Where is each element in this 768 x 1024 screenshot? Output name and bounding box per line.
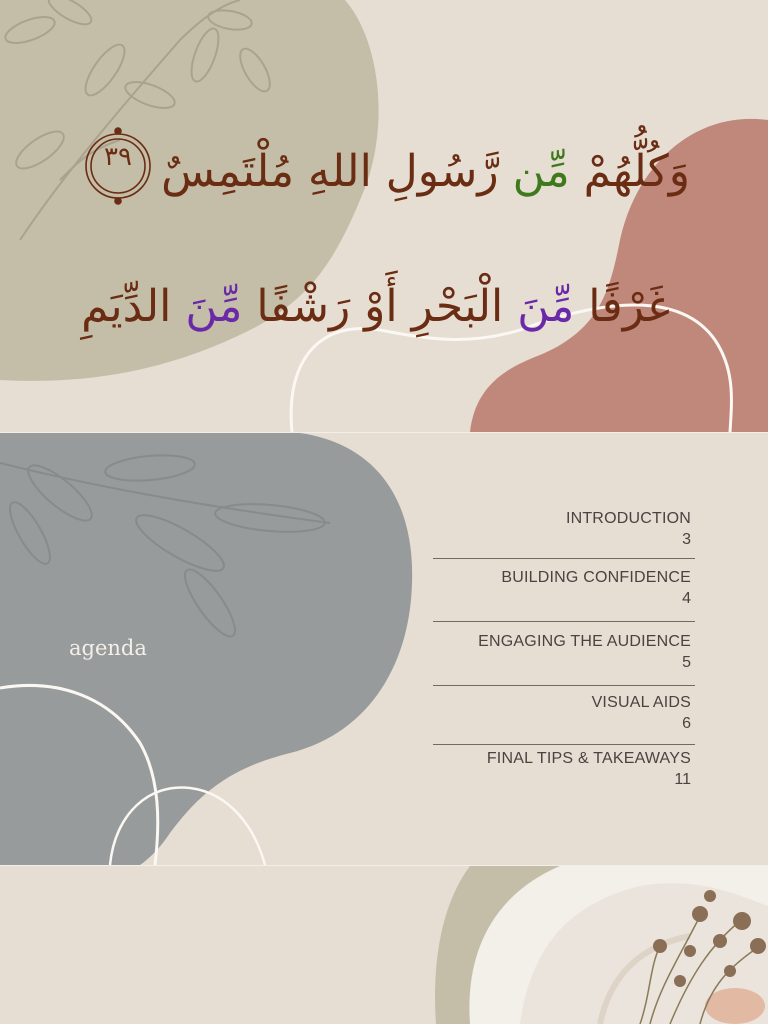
verse-line-1 (161, 146, 690, 197)
agenda-item-page: 11 (674, 771, 691, 788)
agenda-title: agenda (69, 636, 147, 660)
agenda-item (433, 559, 695, 622)
verse-line-2-word-4: مِّنَ (171, 281, 257, 332)
agenda-list (433, 508, 695, 800)
agenda-item-page: 3 (682, 531, 691, 548)
agenda-item-label: BUILDING CONFIDENCE (501, 569, 691, 586)
verse-line-2-word-3: الْبَحْرِ أَوْ رَشْفًا (256, 281, 504, 332)
agenda-slide (0, 433, 768, 865)
verse-line-1-word-3: رَّسُولِ اللهِ مُلْتَمِسٌ (161, 146, 499, 197)
agenda-item (433, 686, 695, 745)
verse-line-1-word-2: مِّن (498, 146, 584, 197)
verse-slide-background (0, 0, 768, 432)
agenda-item-label: FINAL TIPS & TAKEAWAYS (486, 750, 691, 767)
verse-line-2 (81, 281, 670, 332)
agenda-item (433, 508, 695, 559)
agenda-item-page: 6 (682, 715, 691, 732)
photo-slide (0, 866, 768, 1024)
agenda-item (433, 745, 695, 800)
verse-line-2-word-1: غَرْفًا (588, 281, 670, 332)
agenda-item-page: 4 (682, 590, 691, 607)
agenda-item-label: INTRODUCTION (565, 510, 691, 527)
gray-blob-shape (0, 433, 412, 865)
verse-slide (0, 0, 768, 432)
agenda-item-page: 5 (682, 654, 691, 671)
verse-number: ٣٩ (104, 142, 132, 172)
verse-line-2-word-2: مِّنَ (503, 281, 589, 332)
agenda-item-label: ENGAGING THE AUDIENCE (478, 633, 691, 650)
photo-slide-background (0, 866, 768, 1024)
agenda-item-label: VISUAL AIDS (591, 694, 691, 711)
agenda-item (433, 622, 695, 686)
verse-line-2-word-5: الدِّيَمِ (81, 281, 172, 332)
verse-line-1-word-1: وَكُلُّهُمْ (583, 146, 690, 197)
